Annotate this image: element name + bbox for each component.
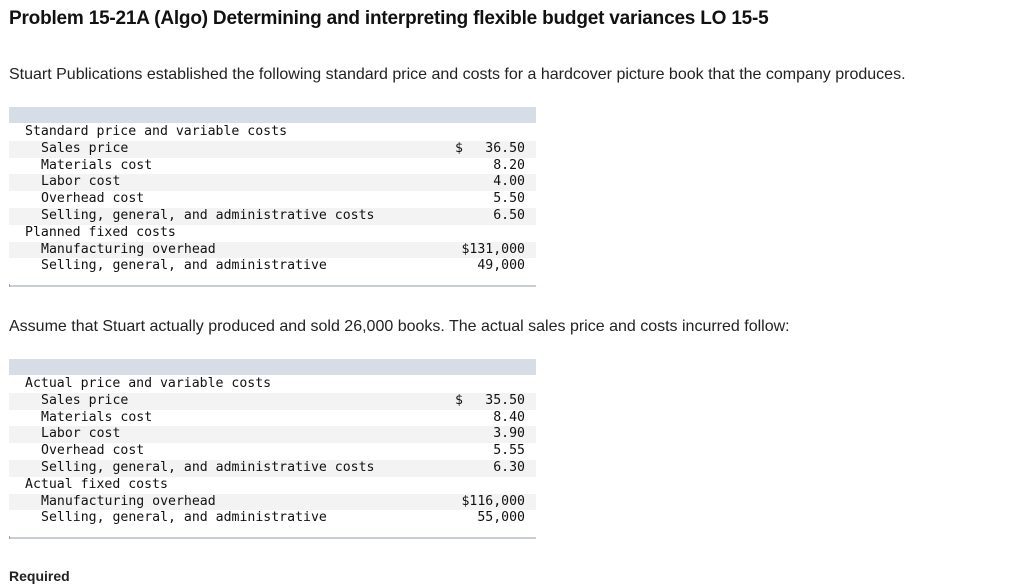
dollar-sign: $ [455,392,463,408]
row-value: $131,000 [461,241,525,257]
row-value: 55,000 [477,510,525,526]
row-label: Overhead cost [41,191,145,207]
row-label: Planned fixed costs [25,224,176,240]
row-label: Labor cost [41,174,121,190]
required-heading: Required [9,568,70,584]
table-footer-rule [9,536,536,539]
row-label: Overhead cost [41,443,145,459]
intro-text: Stuart Publications established the following standard price and costs for a hardcover picture book that the company produces. [9,66,906,83]
row-label: Materials cost [41,157,153,173]
assumption-text: Assume that Stuart actually produced and sold 26,000 books. The actual sales price and costs incurred follow: [9,318,790,335]
row-value: 8.40 [493,409,525,425]
row-value: 6.50 [493,207,525,223]
row-value: 8.20 [493,157,525,173]
table-row [9,141,536,158]
row-label: Labor cost [41,426,121,442]
row-value: 3.90 [493,426,525,442]
table-row [9,494,536,511]
row-label: Sales price [41,140,129,156]
table-row [9,258,536,275]
table-row [9,174,536,191]
table-row [9,158,536,175]
row-label: Actual fixed costs [25,476,168,492]
row-value: 5.50 [493,191,525,207]
table-row [9,460,536,477]
table-row [9,242,536,259]
table-row [9,410,536,427]
row-label: Actual price and variable costs [25,376,272,391]
problem-title: Problem 15-21A (Algo) Determining and interpreting flexible budget variances LO 15-5 [9,8,769,29]
table-body [9,375,536,527]
row-label: Standard price and variable costs [25,124,288,139]
table-row [9,191,536,208]
table-row [9,510,536,527]
row-label: Sales price [41,392,129,408]
row-label: Selling, general, and administrative [41,510,327,526]
row-value: 4.00 [493,174,525,190]
table-header-bar [9,107,536,123]
actual-costs-table [9,359,536,539]
row-label: Manufacturing overhead [41,241,216,257]
table-header-bar [9,359,536,375]
row-label: Selling, general, and administrative costs [41,207,375,223]
row-value: 5.55 [493,443,525,459]
table-row [9,477,536,494]
table-row [9,208,536,225]
table-row [9,376,536,393]
standard-costs-table [9,107,536,287]
table-row [9,393,536,410]
row-label: Selling, general, and administrative costs [41,459,375,475]
row-value: 49,000 [477,258,525,274]
row-value: 35.50 [485,392,525,408]
row-label: Materials cost [41,409,153,425]
row-label: Manufacturing overhead [41,493,216,509]
row-value: 6.30 [493,459,525,475]
table-body [9,123,536,275]
table-row [9,225,536,242]
table-row [9,124,536,141]
table-row [9,426,536,443]
row-label: Selling, general, and administrative [41,258,327,274]
table-footer-rule [9,284,536,287]
row-value: 36.50 [485,140,525,156]
dollar-sign: $ [455,140,463,156]
row-value: $116,000 [461,493,525,509]
table-row [9,443,536,460]
